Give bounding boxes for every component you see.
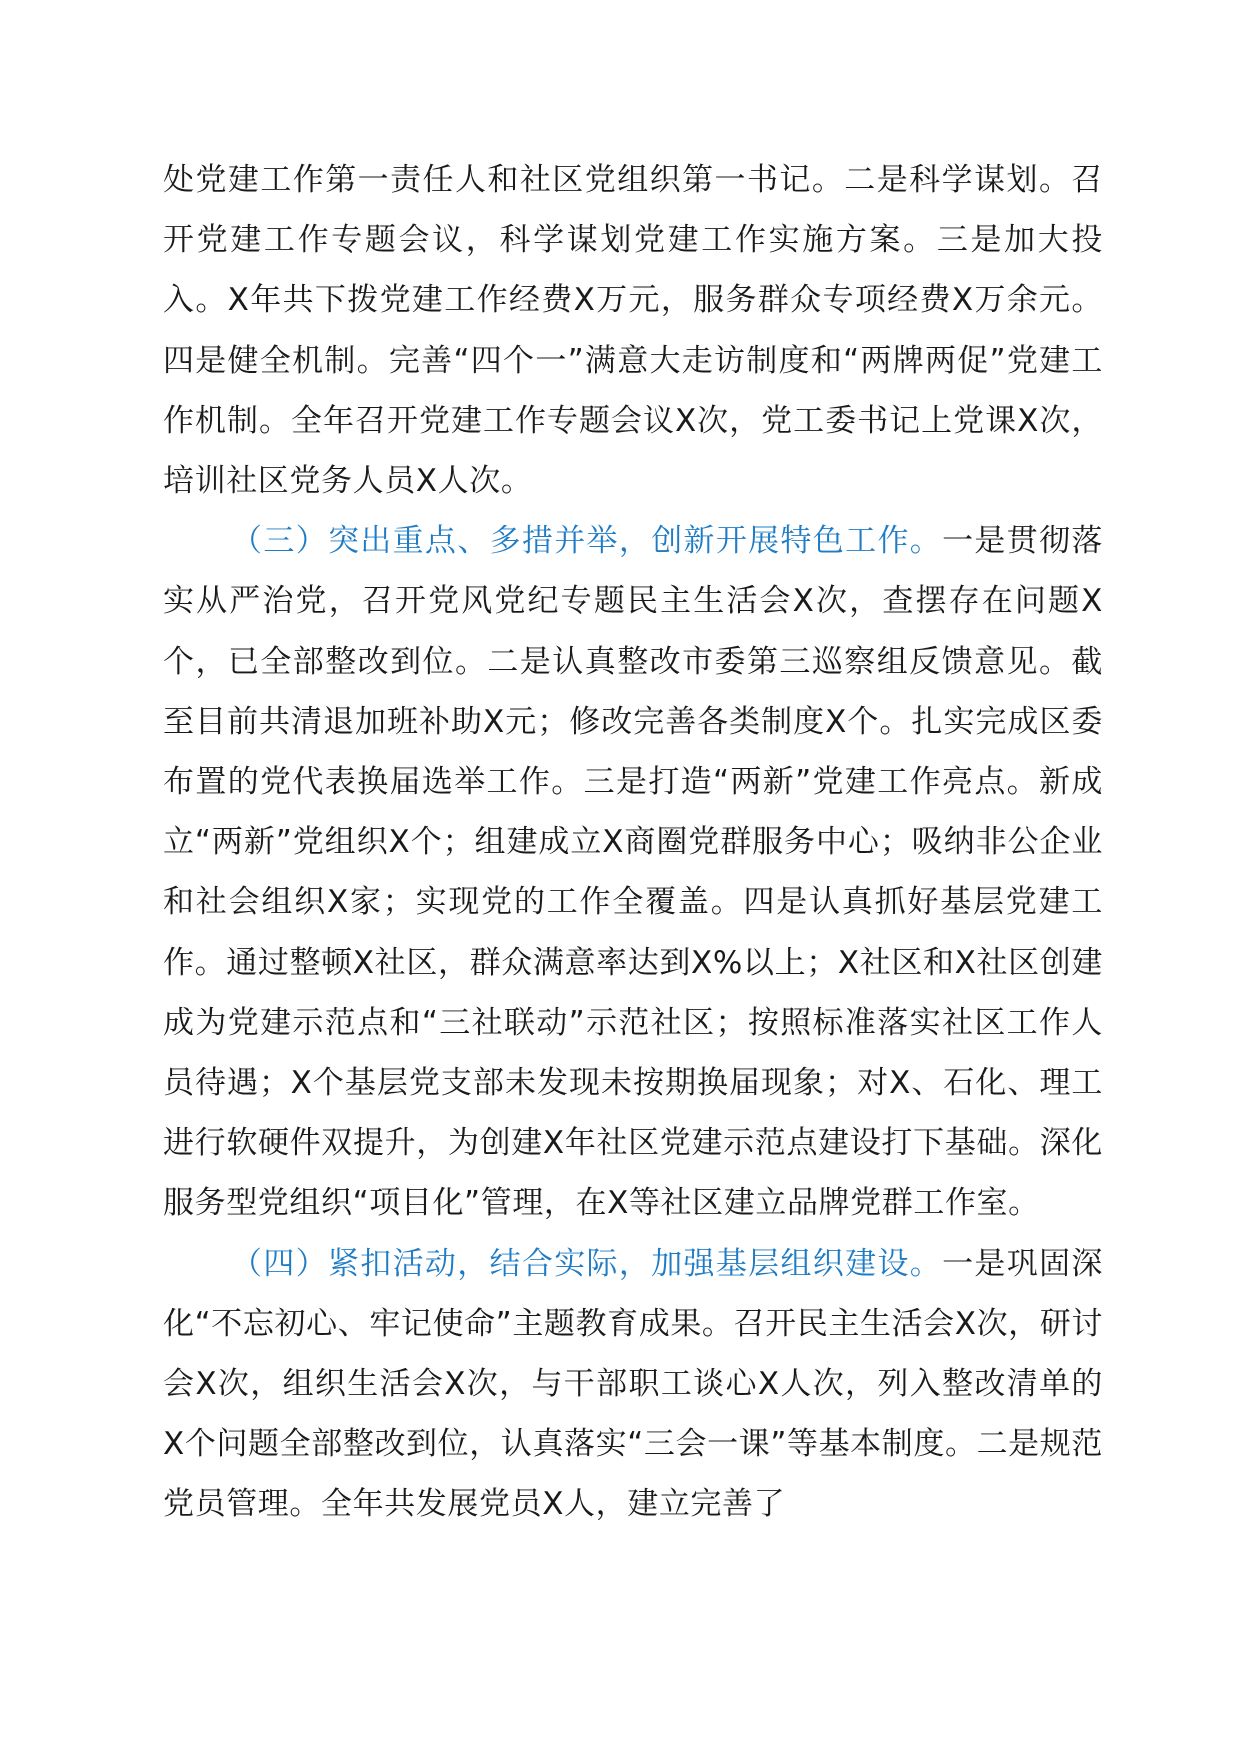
section-3-heading: （三）突出重点、多措并举，创新开展特色工作。 xyxy=(231,523,943,560)
section-4-body: 一是巩固深化“不忘初心、牢记使命”主题教育成果。召开民主生活会X次，研讨会X次，组织生活会X次，与干部职工谈心X人次，列入整改清单的X个问题全部整改到位，认真落实“三会一课”等基本制度。二是规范党员管理。全年共发展党员X人，建立完善了 xyxy=(163,1245,1104,1523)
paragraph-section-3 xyxy=(163,511,1103,1233)
paragraph-continuation: 处党建工作第一责任人和社区党组织第一书记。二是科学谋划。召开党建工作专题会议，科学谋划党建工作实施方案。三是加大投入。X年共下拨党建工作经费X万元，服务群众专项经费X万余元。四是健全机制。完善“四个一”满意大走访制度和“两牌两促”党建工作机制。全年召开党建工作专题会议X次，党工委书记上党课X次，培训社区党务人员X人次。 xyxy=(163,162,1103,500)
section-4-heading: （四）紧扣活动，结合实际，加强基层组织建设。 xyxy=(231,1245,943,1282)
paragraph-section-4 xyxy=(163,1234,1103,1535)
section-3-body: 一是贯彻落实从严治党，召开党风党纪专题民主生活会X次，查摆存在问题X个，已全部整改到位。二是认真整改市委第三巡察组反馈意见。截至目前共清退加班补助X元；修改完善各类制度X个。扎实完成区委布置的党代表换届选举工作。三是打造“两新”党建工作亮点。新成立“两新”党组织X个；组建成立X商圈党群服务中心；吸纳非公企业和社会组织X家；实现党的工作全覆盖。四是认真抓好基层党建工作。通过整顿X社区，群众满意率达到X%以上；X社区和X社区创建成为党建示范点和“三社联动”示范社区；按照标准落实社区工作人员待遇；X个基层党支部未发现未按期换届现象；对X、石化、理工进行软硬件双提升，为创建X年社区党建示范点建设打下基础。深化服务型党组织“项目化”管理，在X等社区建立品牌党群工作室。 xyxy=(163,523,1104,1222)
document-body xyxy=(163,150,1103,1535)
